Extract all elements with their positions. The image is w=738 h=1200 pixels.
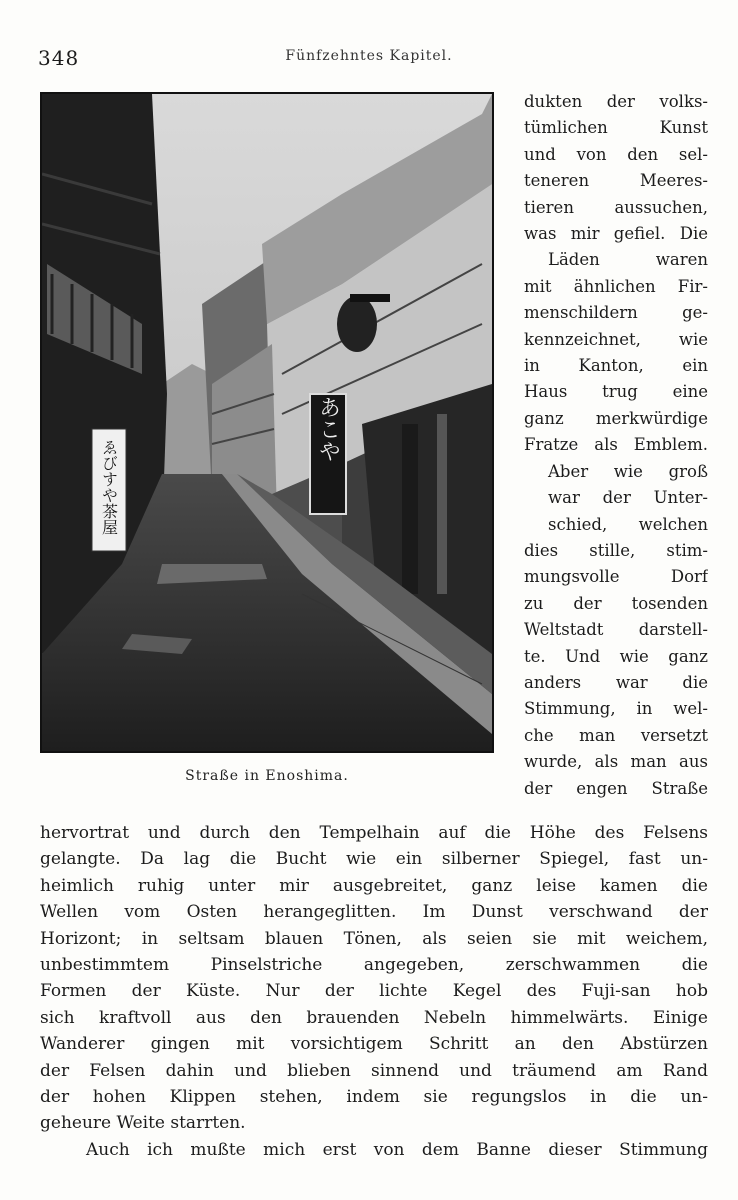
side-line: Läden waren: [548, 250, 708, 270]
side-line: war der Unter-: [548, 488, 708, 508]
side-line: menschildern ge-: [524, 303, 708, 323]
side-line: kennzeichnet, wie: [524, 329, 708, 349]
body-line: Formen der Küste. Nur der lichte Kegel des Fuji-san hob: [40, 981, 708, 1002]
body-line: der Felsen dahin und blieben sinnend und träumend am Rand: [40, 1060, 708, 1081]
side-line: und von den sel-: [524, 144, 708, 164]
street-scene: [42, 94, 492, 751]
body-line: heimlich ruhig unter mir ausgebreitet, ganz leise kamen die: [40, 875, 708, 896]
side-line: te. Und wie ganz: [524, 646, 708, 666]
side-line: zu der tosenden: [524, 593, 708, 613]
side-line: in Kanton, ein: [524, 356, 708, 376]
side-line: was mir gefiel. Die: [524, 224, 708, 244]
running-head: Fünfzehntes Kapitel.: [285, 48, 453, 64]
body-line: unbestimmtem Pinselstriche angegeben, zerschwammen die: [40, 955, 708, 976]
body-line: geheure Weite starrten.: [40, 1113, 246, 1134]
body-line: sich kraftvoll aus den brauenden Nebeln himmelwärts. Einige: [40, 1007, 708, 1028]
side-line: tümlichen Kunst: [524, 118, 708, 138]
side-line: schied, welchen: [548, 514, 708, 534]
body-line: der hohen Klippen stehen, indem sie regungslos in die un-: [40, 1087, 708, 1108]
side-line: Weltstadt darstell-: [524, 620, 708, 640]
side-line: teneren Meeres-: [524, 171, 708, 191]
body-line: Wellen vom Osten herangeglitten. Im Dunst verschwand der: [40, 902, 708, 923]
side-line: Aber wie groß: [548, 461, 708, 481]
body-text: [40, 820, 708, 1163]
side-line: Stimmung, in wel-: [524, 699, 708, 719]
page-number: 348: [38, 46, 80, 70]
side-line: Haus trug eine: [524, 382, 708, 402]
shop-sign-left: ゑびすや茶屋: [99, 439, 119, 535]
side-line: dies stille, stim-: [524, 540, 708, 560]
side-line: che man versetzt: [524, 725, 708, 745]
body-line: Wanderer gingen mit vorsichtigem Schritt an den Abstürzen: [40, 1034, 708, 1055]
body-line: hervortrat und durch den Tempelhain auf die Höhe des Felsens: [40, 823, 708, 843]
side-line: ganz merkwürdige: [524, 408, 708, 428]
street-photo: [40, 92, 494, 753]
side-line: dukten der volks-: [524, 92, 708, 111]
body-line: gelangte. Da lag die Bucht wie ein silberner Spiegel, fast un-: [40, 849, 708, 870]
side-line: mit ähnlichen Fir-: [524, 276, 708, 296]
side-column: [524, 89, 708, 802]
side-line: mungsvolle Dorf: [524, 567, 708, 587]
side-line: Fratze als Emblem.: [524, 435, 708, 455]
body-line: Horizont; in seltsam blauen Tönen, als seien sie mit weichem,: [40, 928, 708, 949]
shop-sign-right: あこや: [315, 396, 341, 462]
side-line: anders war die: [524, 672, 708, 692]
figure-caption: Straße in Enoshima.: [185, 768, 349, 784]
side-line: wurde, als man aus: [524, 752, 708, 772]
body-line: Auch ich mußte mich erst von dem Banne dieser Stimmung: [86, 1139, 708, 1160]
side-line: der engen Straße: [524, 778, 708, 798]
side-line: tieren aussuchen,: [524, 197, 708, 217]
